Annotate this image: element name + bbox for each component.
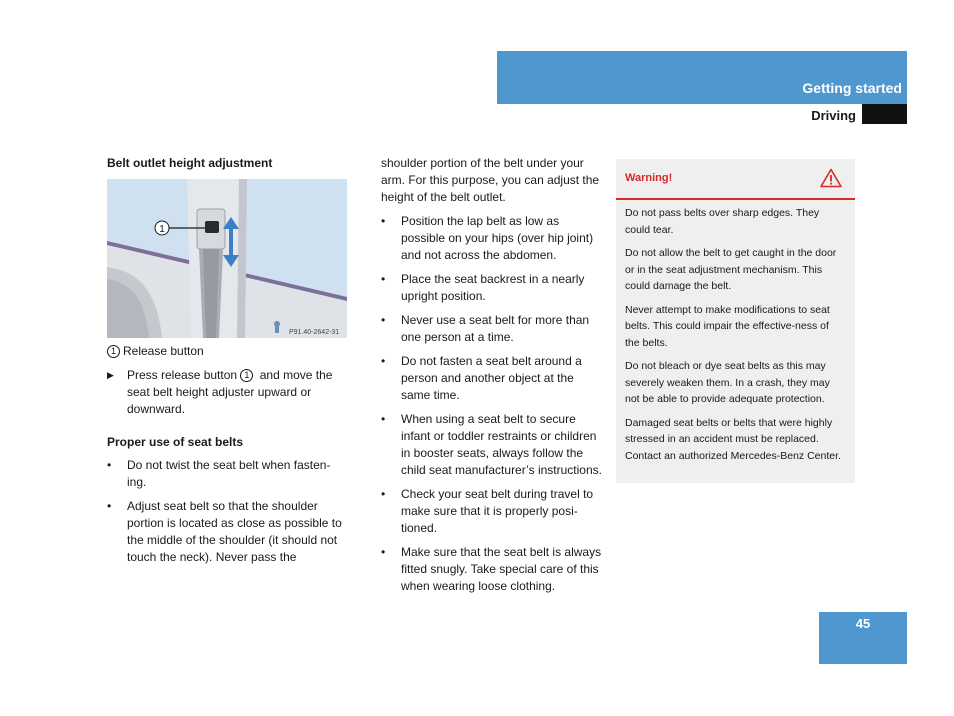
legend-release-button: 1 Release button xyxy=(107,343,347,360)
left-column xyxy=(107,155,347,573)
list-item: • Check your seat belt during travel to make sure that it is properly posi-tioned. xyxy=(381,487,594,535)
warning-paragraph: Do not pass belts over sharp edges. They could tear. xyxy=(625,207,820,236)
page-number-box xyxy=(819,612,907,664)
warning-paragraph: Never attempt to make modifications to seat belts. This could impair the effective-ness of the belts. xyxy=(625,303,830,349)
continuation-text: shoulder portion of the belt under your arm. For this purpose, you can adjust the height of the belt outlet. xyxy=(381,156,600,204)
warning-paragraph: Do not allow the belt to get caught in the door or in the seat adjustment mechanism. This could damage the belt. xyxy=(625,247,837,292)
page-number: 45 xyxy=(855,616,871,631)
warning-body xyxy=(616,200,855,464)
figure-code: P91.40-2642-31 xyxy=(289,329,340,336)
list-item: • Do not fasten a seat belt around a person and another object at the same time. xyxy=(381,354,582,402)
list-item: • Adjust seat belt so that the shoulder portion is located as close as possible to the middle of the shoulder (it should not touch the neck). Never pass the xyxy=(107,499,342,564)
middle-column xyxy=(381,155,603,602)
instruction-step: ▶ Press release button 1 and move the seat belt height adjuster upward or downward. xyxy=(107,368,333,416)
warning-triangle-icon xyxy=(820,168,842,188)
inline-number: 1 xyxy=(240,369,253,382)
header-band xyxy=(497,51,907,104)
list-item: • Never use a seat belt for more than one person at a time. xyxy=(381,313,590,344)
belt-adjuster-figure xyxy=(107,179,347,338)
proper-use-heading: Proper use of seat belts xyxy=(107,435,244,449)
legend-number: 1 xyxy=(107,345,120,358)
list-item: • Do not twist the seat belt when fasten-ing. xyxy=(107,458,331,489)
list-item: • When using a seat belt to secure infant or toddler restraints or children in booster seats, always follow the child seat manufacturer’s instructions. xyxy=(381,412,602,477)
list-item: • Make sure that the seat belt is always fitted snugly. Take special care of this when wearing loose clothing. xyxy=(381,545,602,593)
subsection-marker-bar xyxy=(862,104,907,124)
warning-box xyxy=(616,159,855,483)
warning-header xyxy=(616,159,855,200)
step-arrow-icon: ▶ xyxy=(107,370,114,380)
warning-paragraph: Damaged seat belts or belts that were highly stressed in an accident must be replaced. Contact an authorized Mercedes-Benz Center. xyxy=(625,416,841,462)
warning-title: Warning! xyxy=(625,172,673,184)
warning-paragraph: Do not bleach or dye seat belts as this may severely weaken them. In a crash, they may not be able to provide adequate protection. xyxy=(625,360,830,405)
list-item: • Position the lap belt as low as possible on your hips (over hip joint) and not across the abdomen. xyxy=(381,214,594,262)
belt-adjuster-illustration xyxy=(107,179,347,338)
subsection-title: Driving xyxy=(811,108,856,123)
figure-callout-1: 1 xyxy=(159,224,165,235)
belt-outlet-heading: Belt outlet height adjustment xyxy=(107,156,273,170)
list-item: • Place the seat backrest in a nearly upright position. xyxy=(381,272,585,303)
section-title: Getting started xyxy=(802,80,902,96)
